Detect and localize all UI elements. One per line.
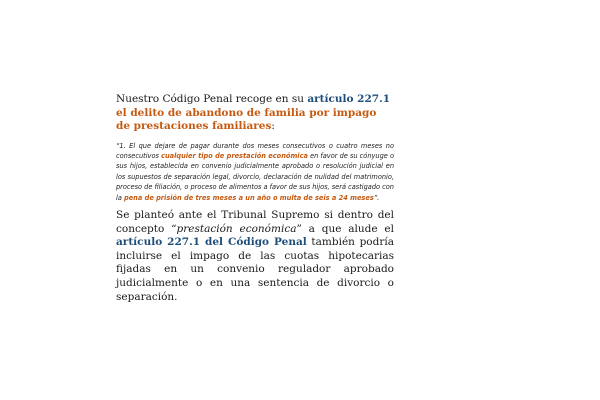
body-paragraph xyxy=(116,209,394,304)
document-content xyxy=(116,93,394,304)
quote-closing: ”. xyxy=(373,193,380,202)
quote-highlight-prestacion: cualquier tipo de prestación económica xyxy=(161,151,308,160)
intro-paragraph xyxy=(116,93,394,134)
article-reference: artículo 227.1 xyxy=(307,93,391,105)
quote-text-2: en favor de su cónyuge o sus hijos, establecida en convenio judicialmente aprobado o resolución judicial en los supuestos de separación legal, divorcio, declaración de nulidad del matrimonio, proceso de filiación, o proceso de alimentos a favor de sus hijos, será castigado con la xyxy=(116,151,395,202)
offense-title: el delito de abandono de familia por impago de prestaciones familiares xyxy=(116,106,377,132)
intro-lead: Nuestro Código Penal recoge en su xyxy=(116,93,308,105)
body-text-3: también podría incluirse el impago de las cuotas hipotecarias fijadas en un convenio regulador aprobado judicialmente o en una sentencia de divorcio o separación. xyxy=(116,236,394,303)
quote-highlight-pena: pena de prisión de tres meses a un año o multa de seis a 24 meses xyxy=(123,193,374,202)
legal-quote xyxy=(116,141,394,203)
quote-text-1: “1. El que dejare de pagar durante dos meses consecutivos o cuatro meses no consecutivos xyxy=(116,141,394,160)
body-text-1: Se planteó ante el Tribunal Supremo si dentro del concepto “ xyxy=(116,208,394,235)
body-text-2: ” a que alude el xyxy=(296,222,394,235)
body-italic-term: prestación económica xyxy=(176,222,297,235)
intro-colon: : xyxy=(271,120,275,132)
body-article-reference: artículo 227.1 del Código Penal xyxy=(116,236,307,249)
